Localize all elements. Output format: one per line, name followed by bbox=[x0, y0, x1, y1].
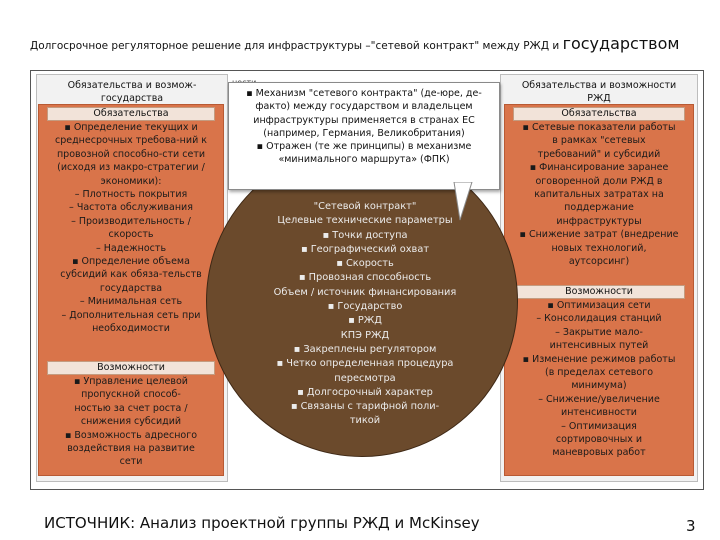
page-number: 3 bbox=[686, 517, 696, 535]
left-opportunities-text: ▪ Управление целевой пропускной способ- ностью за счет роста / снижения субсидий ▪ Возможность адресного воздействия на развитие сети bbox=[64, 376, 198, 468]
right-obligations-text: ▪ Сетевые показатели работы в рамках "сетевых требований" и субсидий ▪ Финансирование заранее оговоренной доли РЖД в капитальных затратах на поддержание инфраструктуры ▪ Снижение затрат (внедрение новых технологий, аутсорсинг) bbox=[519, 122, 679, 268]
right-panel-header: Обязательства и возможности РЖД bbox=[521, 80, 677, 104]
slide-title-main: Долгосрочное регуляторное решение для инфраструктуры –"сетевой контракт" между РЖД и bbox=[30, 40, 560, 52]
left-orange-block bbox=[38, 104, 224, 476]
left-opportunities-header: Возможности bbox=[47, 361, 215, 375]
right-obligations-header: Обязательства bbox=[513, 107, 685, 121]
right-orange-block bbox=[504, 104, 694, 476]
right-opportunities-text: ▪ Оптимизация сети – Консолидация станций – Закрытие мало- интенсивных путей ▪ Изменение режимов работы (в пределах сетевого минимума) – Снижение/увеличение интенсивности – Оптимизация сортировочных и маневровых работ bbox=[522, 300, 676, 459]
left-panel-header: Обязательства и возмож- государства bbox=[67, 80, 197, 104]
slide-title bbox=[30, 34, 720, 53]
left-obligations-text: ▪ Определение текущих и среднесрочных требова-ний к провозной способно-сти сети (исходя из макро-стратегии / экономики): – Плотность покрытия – Частота обслуживания – Производительность / скорость – Надежность ▪ Определение объема субсидий как обяза-тельств государства – Минимальная сеть – Дополнительная сеть при необходимости bbox=[55, 122, 207, 335]
callout-box: ▪ Механизм "сетевого контракта" (де-юре, де- факто) между государством и владельцем инфраструктуры применяется в странах ЕС (например, Германия, Великобритания) ▪ Отражен (те же принципы) в механизме «минимального маршрута» (ФПК) bbox=[228, 82, 500, 190]
network-contract-text: "Сетевой контракт" Целевые технические параметры ▪ Точки доступа ▪ Географический охват ▪ Скорость ▪ Провозная способность Объем / источник финансирования ▪ Государство ▪ РЖД КПЭ РЖД ▪ Закреплены регулятором ▪ Четко определенная процедура пересмотра ▪ Долгосрочный характер ▪ Связаны с тарифной поли- тикой bbox=[273, 201, 457, 427]
slide-title-tail: государством bbox=[562, 34, 680, 53]
callout-pointer-icon bbox=[450, 182, 510, 222]
left-obligations-header: Обязательства bbox=[47, 107, 215, 121]
source-note: ИСТОЧНИК: Анализ проектной группы РЖД и McKinsey bbox=[44, 514, 480, 532]
right-opportunities-header: Возможности bbox=[513, 285, 685, 299]
